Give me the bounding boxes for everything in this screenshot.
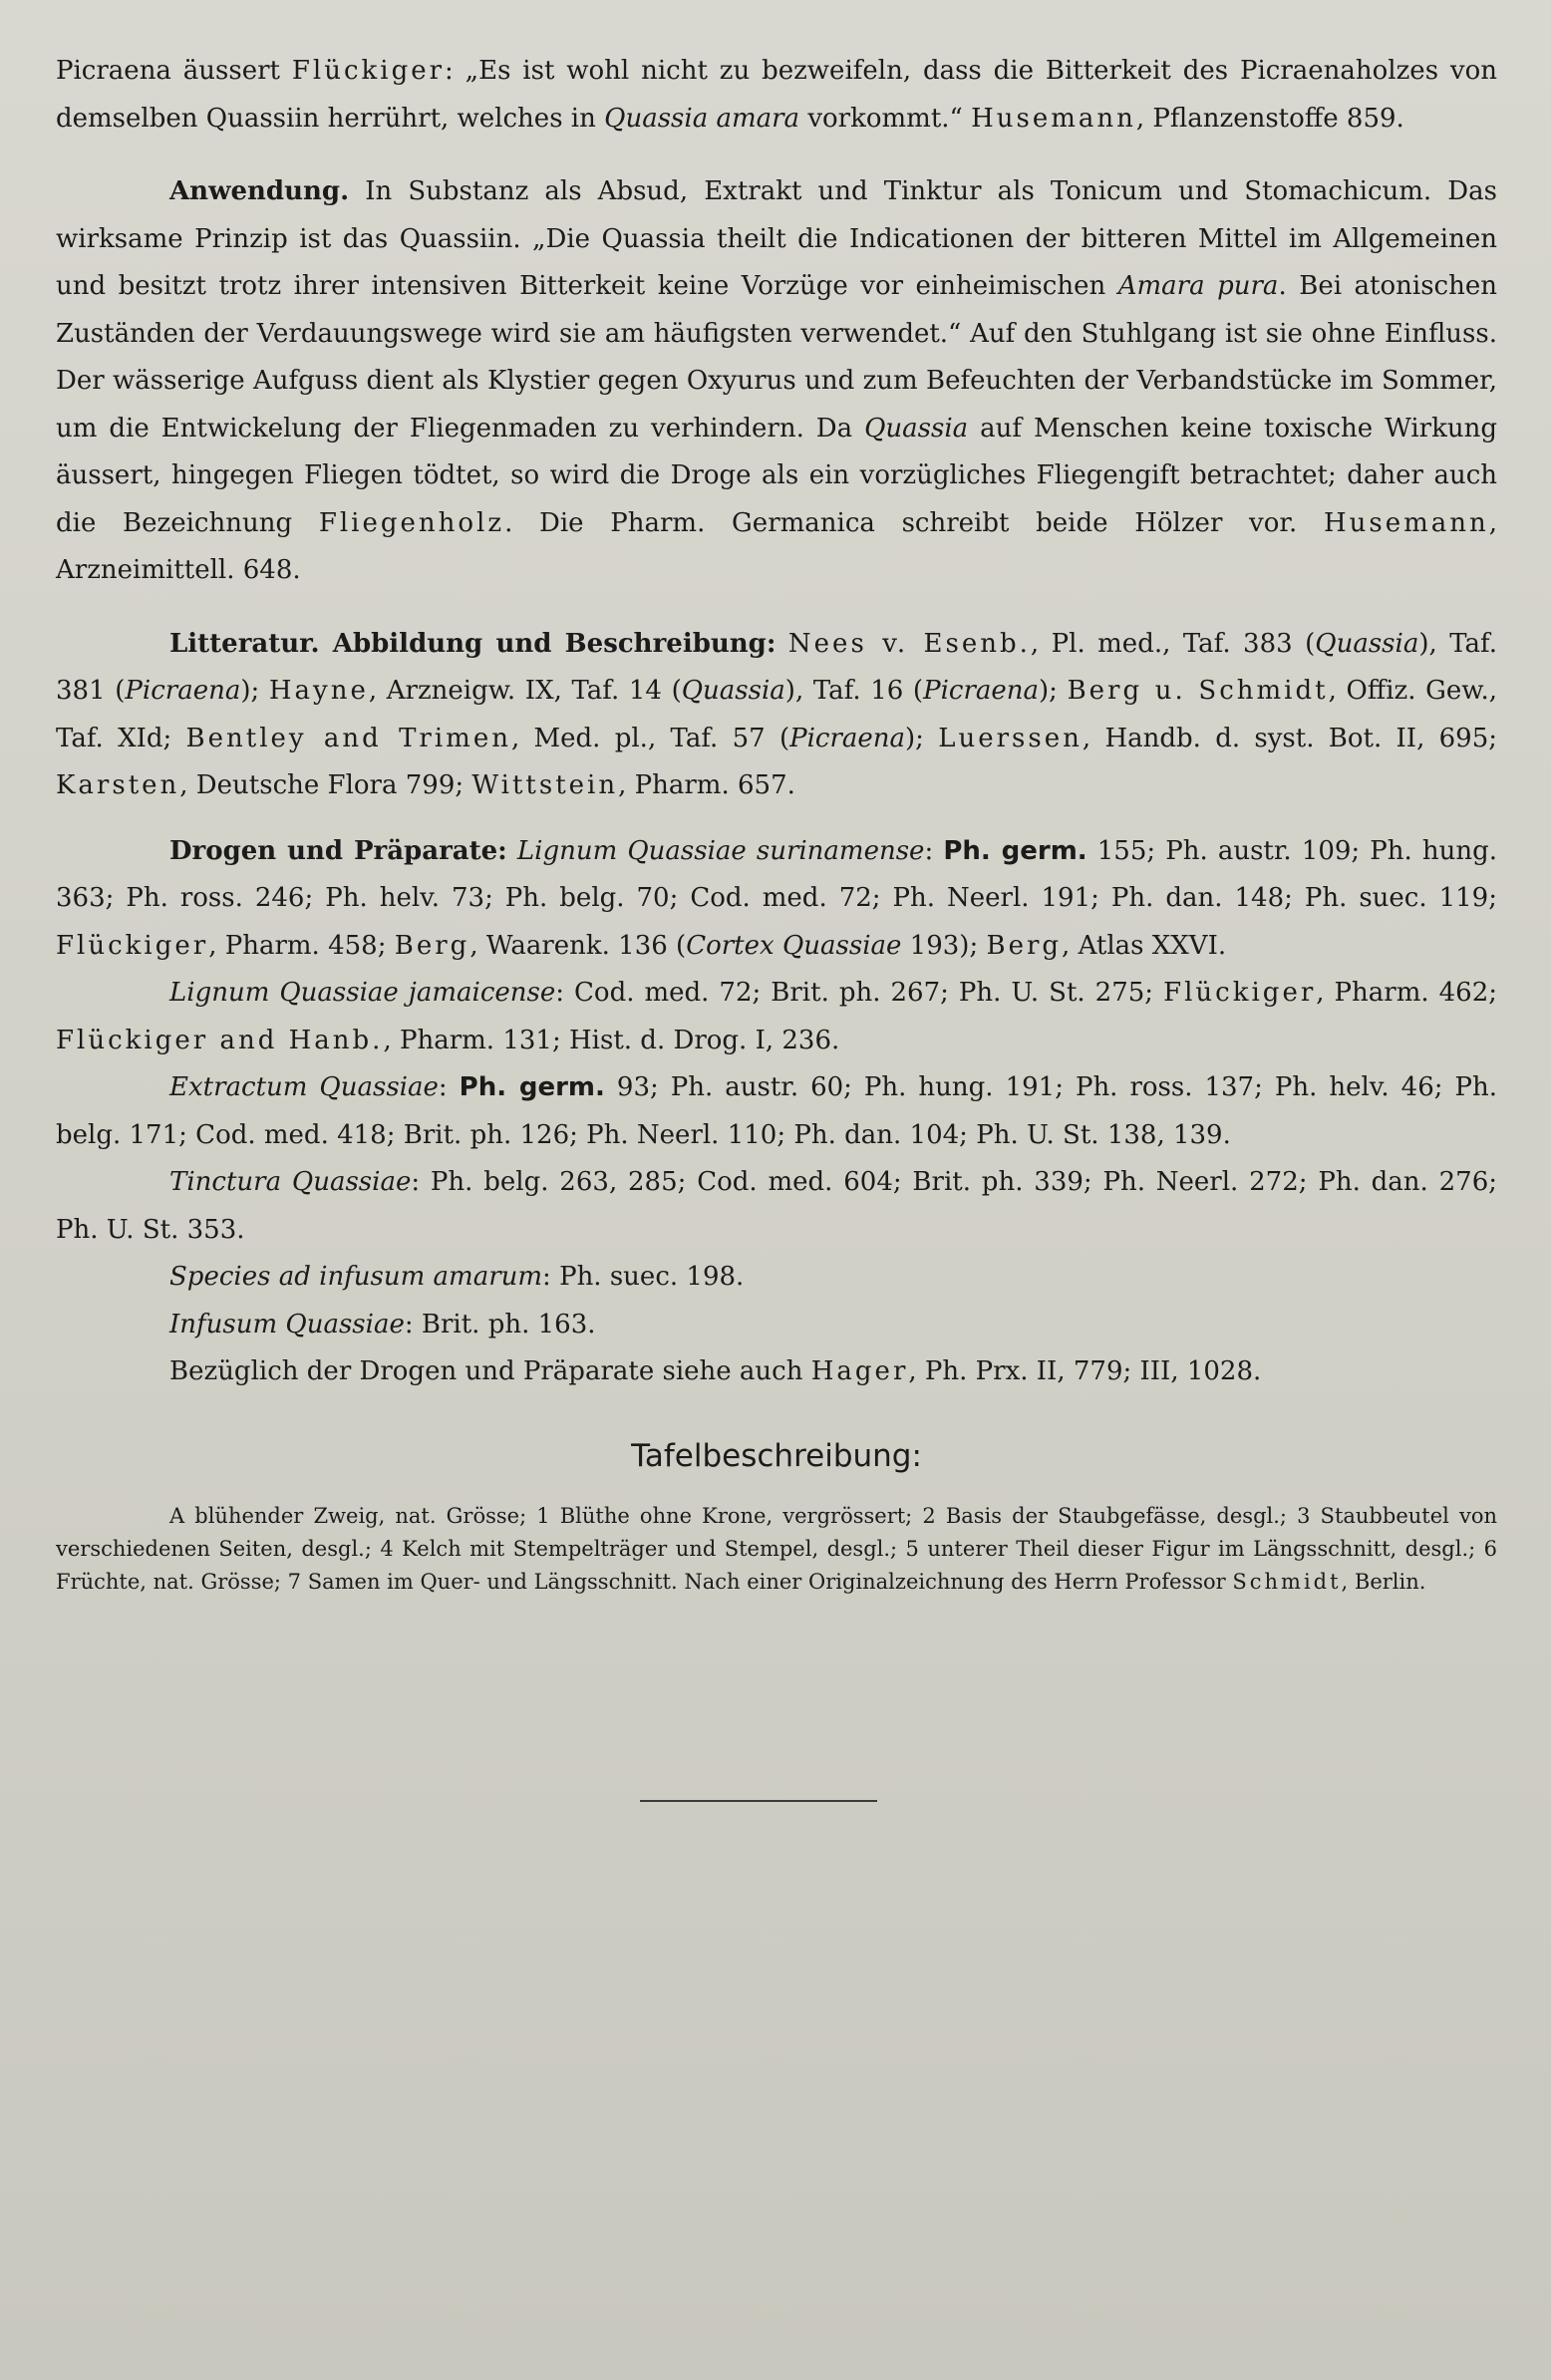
section-heading-litteratur: Litteratur. Abbildung und Beschreibung:	[169, 628, 776, 659]
text-column	[56, 48, 1497, 1599]
section-heading-anwendung: Anwendung.	[169, 176, 350, 206]
closing-rule	[640, 1800, 877, 1802]
tafel-title: Tafelbeschreibung:	[631, 1437, 922, 1474]
paragraph-species: Species ad infusum amarum: Ph. suec. 198.	[169, 1262, 745, 1292]
paragraph-jamaicense: Lignum Quassiae jamaicense: Cod. med. 72; Brit. ph. 267; Ph. U. St. 275; Flückiger, Pharm. 462; Flückiger and Hanb., Pharm. 131; Hist. d. Drog. I, 236.	[56, 978, 1497, 1055]
paragraph-drogen: Drogen und Präparate: Lignum Quassiae surinamense: Ph. germ. 155; Ph. austr. 109; Ph. hung. 363; Ph. ross. 246; Ph. helv. 73; Ph. belg. 70; Cod. med. 72; Ph. Neerl. 191; Ph. dan. 148; Ph. suec. 119; Flückiger, Pharm. 458; Berg, Waarenk. 136 (Cortex Quassiae 193); Berg, Atlas XXVI.	[56, 835, 1497, 961]
paragraph-tinctura: Tinctura Quassiae: Ph. belg. 263, 285; Cod. med. 604; Brit. ph. 339; Ph. Neerl. 272; Ph. dan. 276; Ph. U. St. 353.	[56, 1167, 1497, 1245]
paragraph-picraena: Picraena äussert Flückiger: „Es ist wohl nicht zu bezweifeln, dass die Bitterkeit des Picraenaholzes von demselben Quassiin herrührt, welches in Quassia amara vorkommt.“ Husemann, Pflanzenstoffe 859.	[56, 56, 1497, 134]
paragraph-anwendung: Anwendung. In Substanz als Absud, Extrakt und Tinktur als Tonicum und Stomachicum. Das wirksame Prinzip ist das Quassiin. „Die Quassia theilt die Indicationen der bitteren Mittel im Allgemeinen und besitzt trotz ihrer intensiven Bitterkeit keine Vorzüge vor einheimischen Amara pura. Bei atonischen Zuständen der Verdauungswege wird sie am häufigsten verwendet.“ Auf den Stuhlgang ist sie ohne Einfluss. Der wässerige Aufguss dient als Klystier gegen Oxyurus und zum Befeuchten der Verbandstücke im Sommer, um die Entwickelung der Fliegenmaden zu verhindern. Da Quassia auf Menschen keine toxische Wirkung äussert, hingegen Fliegen tödtet, so wird die Droge als ein vorzügliches Fliegengift betrachtet; daher auch die Bezeichnung Fliegenholz. Die Pharm. Germanica schreibt beide Hölzer vor. Husemann, Arzneimittell. 648.	[56, 176, 1497, 585]
tafel-description: A blühender Zweig, nat. Grösse; 1 Blüthe ohne Krone, vergrössert; 2 Basis der Staubgefässe, desgl.; 3 Staubbeutel von verschiedenen Seiten, desgl.; 4 Kelch mit Stempelträger und Stempel, desgl.; 5 unterer Theil dieser Figur im Längsschnitt, desgl.; 6 Früchte, nat. Grösse; 7 Samen im Quer- und Längsschnitt. Nach einer Originalzeichnung des Herrn Professor Schmidt, Berlin.	[56, 1503, 1497, 1594]
paragraph-litteratur: Litteratur. Abbildung und Beschreibung: Nees v. Esenb., Pl. med., Taf. 383 (Quassia), Taf. 381 (Picraena); Hayne, Arzneigw. IX, Taf. 14 (Quassia), Taf. 16 (Picraena); Berg u. Schmidt, Offiz. Gew., Taf. XId; Bentley and Trimen, Med. pl., Taf. 57 (Picraena); Luerssen, Handb. d. syst. Bot. II, 695; Karsten, Deutsche Flora 799; Wittstein, Pharm. 657.	[56, 628, 1498, 800]
paragraph-infusum: Infusum Quassiae: Brit. ph. 163.	[169, 1309, 596, 1339]
species-name: Quassia amara	[604, 103, 800, 134]
paragraph-extractum: Extractum Quassiae: Ph. germ. 93; Ph. austr. 60; Ph. hung. 191; Ph. ross. 137; Ph. helv. 46; Ph. belg. 171; Cod. med. 418; Brit. ph. 126; Ph. Neerl. 110; Ph. dan. 104; Ph. U. St. 138, 139.	[56, 1072, 1497, 1150]
section-heading-drogen: Drogen und Präparate:	[169, 835, 507, 866]
paragraph-hager: Bezüglich der Drogen und Präparate siehe auch Hager, Ph. Prx. II, 779; III, 1028.	[169, 1356, 1262, 1386]
author-flueckiger: Flückiger	[291, 56, 446, 86]
author-husemann: Husemann	[971, 103, 1136, 134]
